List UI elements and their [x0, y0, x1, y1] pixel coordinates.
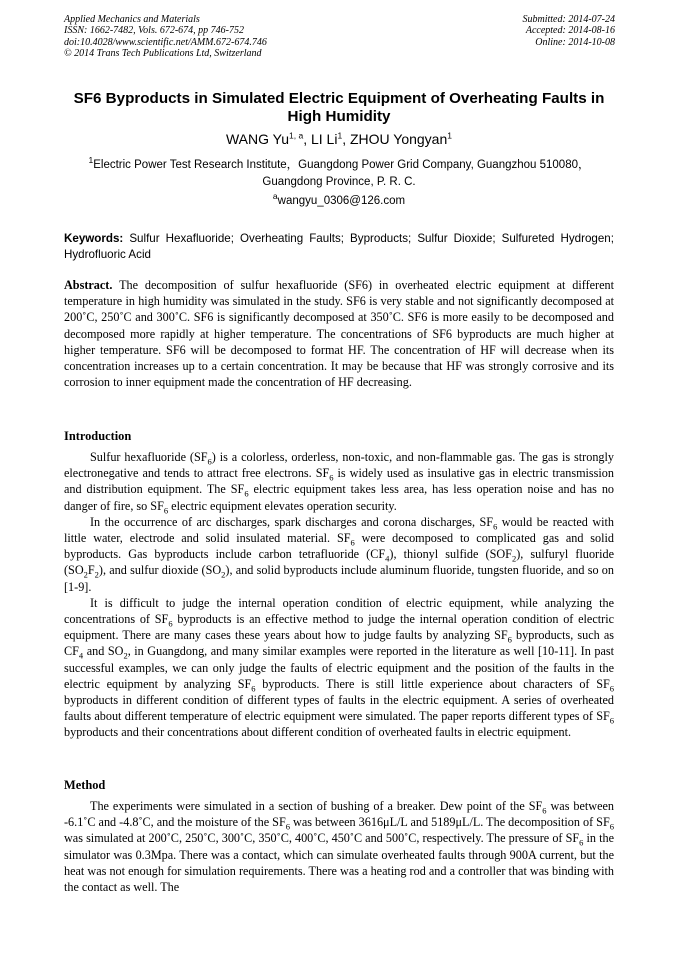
subscript: 6	[609, 715, 614, 726]
text-run: electric equipment elevates operation security.	[168, 498, 397, 513]
author-name: ZHOU Yongyan	[349, 131, 448, 147]
text-run: is widely used as insulative gas in electric transmission and distribution equipment. The SF	[64, 466, 614, 497]
author-separator: ,	[303, 131, 311, 147]
text-run: ), and solid byproducts include aluminum fluoride, tungsten fluoride, and so on [1-9].	[64, 563, 614, 594]
text-run: In the occurrence of arc discharges, spark discharges and corona discharges, SF	[90, 514, 494, 529]
text-run: F	[87, 563, 95, 578]
subscript: 2	[123, 650, 128, 661]
affiliation-line-1: Electric Power Test Research Institute，Guangdong Power Grid Company, Guangzhou 510080，	[93, 159, 590, 171]
subscript: 6	[579, 837, 584, 848]
text-run: electric equipment takes less area, has less operation noise and has no danger of fire, so SF	[64, 482, 615, 513]
copyright-line: © 2014 Trans Tech Publications Ltd, Switzerland	[64, 48, 262, 60]
introduction-body	[64, 449, 614, 741]
email-mark: a	[272, 191, 278, 202]
author-name: LI Li	[310, 131, 338, 147]
abstract-label: Abstract.	[64, 278, 113, 292]
dates-header	[523, 14, 616, 48]
subscript: 6	[493, 521, 498, 532]
author-email	[64, 191, 614, 209]
text-run: , in Guangdong, and many similar examples were reported in the literature as well [10-11]. In past successful examples, we can only judge the faults of electric equipment and the position of the faults in the electric equipment by analyzing SF	[64, 644, 614, 691]
abstract	[64, 277, 614, 390]
subscript: 4	[385, 553, 390, 564]
paragraph	[64, 514, 614, 595]
author-separator: ,	[342, 131, 350, 147]
author-affil-mark: 1	[337, 130, 343, 141]
affiliation	[64, 157, 614, 191]
text-run: ) is a colorless, orderless, non-toxic, and non-flammable gas. The gas is strongly electronegative and tends to attract free electrons. SF	[64, 450, 614, 481]
issn-line: ISSN: 1662-7482, Vols. 672-674, pp 746-752	[64, 25, 244, 37]
journal-name: Applied Mechanics and Materials	[64, 14, 200, 25]
text-run: in the simulator was 0.3Mpa. There was a contact, which can simulate overheated faults through 900A current, but the heat was not enough for simulation requirements. There was a heating rod and a controller that was binding with the contact as well. The	[64, 831, 614, 895]
subscript: 2	[94, 569, 99, 580]
subscript: 6	[329, 472, 334, 483]
subscript: 6	[163, 505, 169, 516]
subscript: 2	[83, 569, 88, 580]
paragraph	[64, 798, 614, 895]
subscript: 6	[285, 821, 290, 832]
subscript: 6	[609, 821, 614, 832]
text-run: ), thionyl sulfide (SOF	[389, 547, 512, 562]
subscript: 4	[78, 650, 84, 661]
subscript: 6	[251, 683, 256, 694]
keywords	[64, 231, 614, 262]
subscript: 6	[244, 488, 249, 499]
text-run: byproducts in different condition of different types of faults in the electric equipment. A series of overheated faults about different temperature of electric equipment were simulated. The paper reports different types of SF	[64, 693, 614, 724]
text-run: byproducts and their concentrations about different condition of overheated faults in electric equipment.	[64, 725, 572, 740]
author-affil-mark: 1, a	[289, 130, 304, 141]
abstract-text: The decomposition of sulfur hexafluoride (SF6) in overheated electric equipment at different temperature in high humidity was simulated in the study. SF6 is very stable and not significantly decomposed at 200˚C, 250˚C and 300˚C. SF6 is significantly decomposed at 350˚C. SF6 is more easily to be decomposed and decomposed more rapidly at higher temperature. The concentrations of SF6 byproducts are much higher at higher temperature. SF6 will be decomposed to format HF. The concentration of HF will decrease when its concentration increases up to a certain concentration. It may be because that HF was strongly corrosive and its corrosion to inner equipment made the concentration of HF decreasing.	[64, 278, 615, 390]
method-heading: Method	[64, 778, 106, 792]
subscript: 6	[507, 634, 512, 645]
text-run: would be reacted with little water, electrode and solid insulated material. SF	[64, 514, 614, 546]
text-run: The experiments were simulated in a section of bushing of a breaker. Dew point of the SF	[90, 799, 543, 813]
paragraph	[64, 595, 614, 741]
email-address[interactable]: wangyu_0306@126.com	[277, 195, 406, 207]
text-run: ), sulfuryl fluoride (SO	[64, 547, 614, 578]
text-run: was simulated at 200˚C, 250˚C, 300˚C, 350˚C, 400˚C, 450˚C and 500˚C, respectively. The pressure of SF	[64, 831, 580, 846]
text-run: was between 3616μL/L and 5189μL/L. The decomposition of SF	[289, 815, 610, 830]
subscript: 2	[511, 553, 517, 564]
affiliation-line-2: Guangdong Province, P. R. C.	[262, 176, 416, 188]
keywords-label: Keywords:	[64, 232, 124, 245]
author-affil-mark: 1	[447, 130, 452, 141]
subscript: 6	[168, 618, 173, 629]
online-date: Online: 2014-10-08	[535, 36, 615, 48]
submitted-date: Submitted: 2014-07-24	[522, 14, 615, 25]
doi-line[interactable]: doi:10.4028/www.scientific.net/AMM.672-674.746	[64, 36, 267, 48]
journal-header	[64, 14, 267, 60]
text-run: were decomposed to complicated gas and solid byproducts. Gas byproducts include carbon tetrafluoride (CF	[64, 531, 615, 562]
method-body	[64, 798, 614, 895]
text-run: byproducts, such as CF	[64, 628, 614, 659]
subscript: 6	[207, 456, 212, 467]
affiliation-mark: 1	[88, 155, 94, 166]
introduction-heading: Introduction	[64, 429, 132, 443]
text-run: was between -6.1˚C and -4.8˚C, and the moisture of the SF	[64, 799, 614, 830]
paper-title: SF6 Byproducts in Simulated Electric Equipment of Overheating Faults in High Humidity	[73, 90, 605, 125]
text-run: It is difficult to judge the internal operation condition of electric equipment, while analyzing the concentrations of SF	[64, 595, 614, 627]
accepted-date: Accepted: 2014-08-16	[525, 25, 615, 37]
paragraph	[64, 449, 614, 514]
subscript: 6	[542, 805, 547, 816]
text-run: ), and sulfur dioxide (SO	[98, 563, 222, 578]
text-run: Sulfur hexafluoride (SF	[90, 450, 208, 464]
text-run: byproducts is an effective method to judge the internal operation condition of electric equipment. There are many cases these years about how to judge faults by analyzing SF	[64, 612, 614, 643]
subscript: 6	[350, 537, 355, 548]
text-run: byproducts. There is still little experience about characters of SF	[255, 676, 610, 691]
subscript: 6	[609, 683, 615, 694]
subscript: 2	[221, 569, 226, 580]
text-run: and SO	[83, 644, 124, 659]
keywords-text: Sulfur Hexafluoride; Overheating Faults; Byproducts; Sulfur Dioxide; Sulfureted Hydrogen; Hydrofluoric Acid	[64, 232, 614, 261]
author-list	[64, 131, 614, 148]
author-name: WANG Yu	[225, 131, 290, 147]
